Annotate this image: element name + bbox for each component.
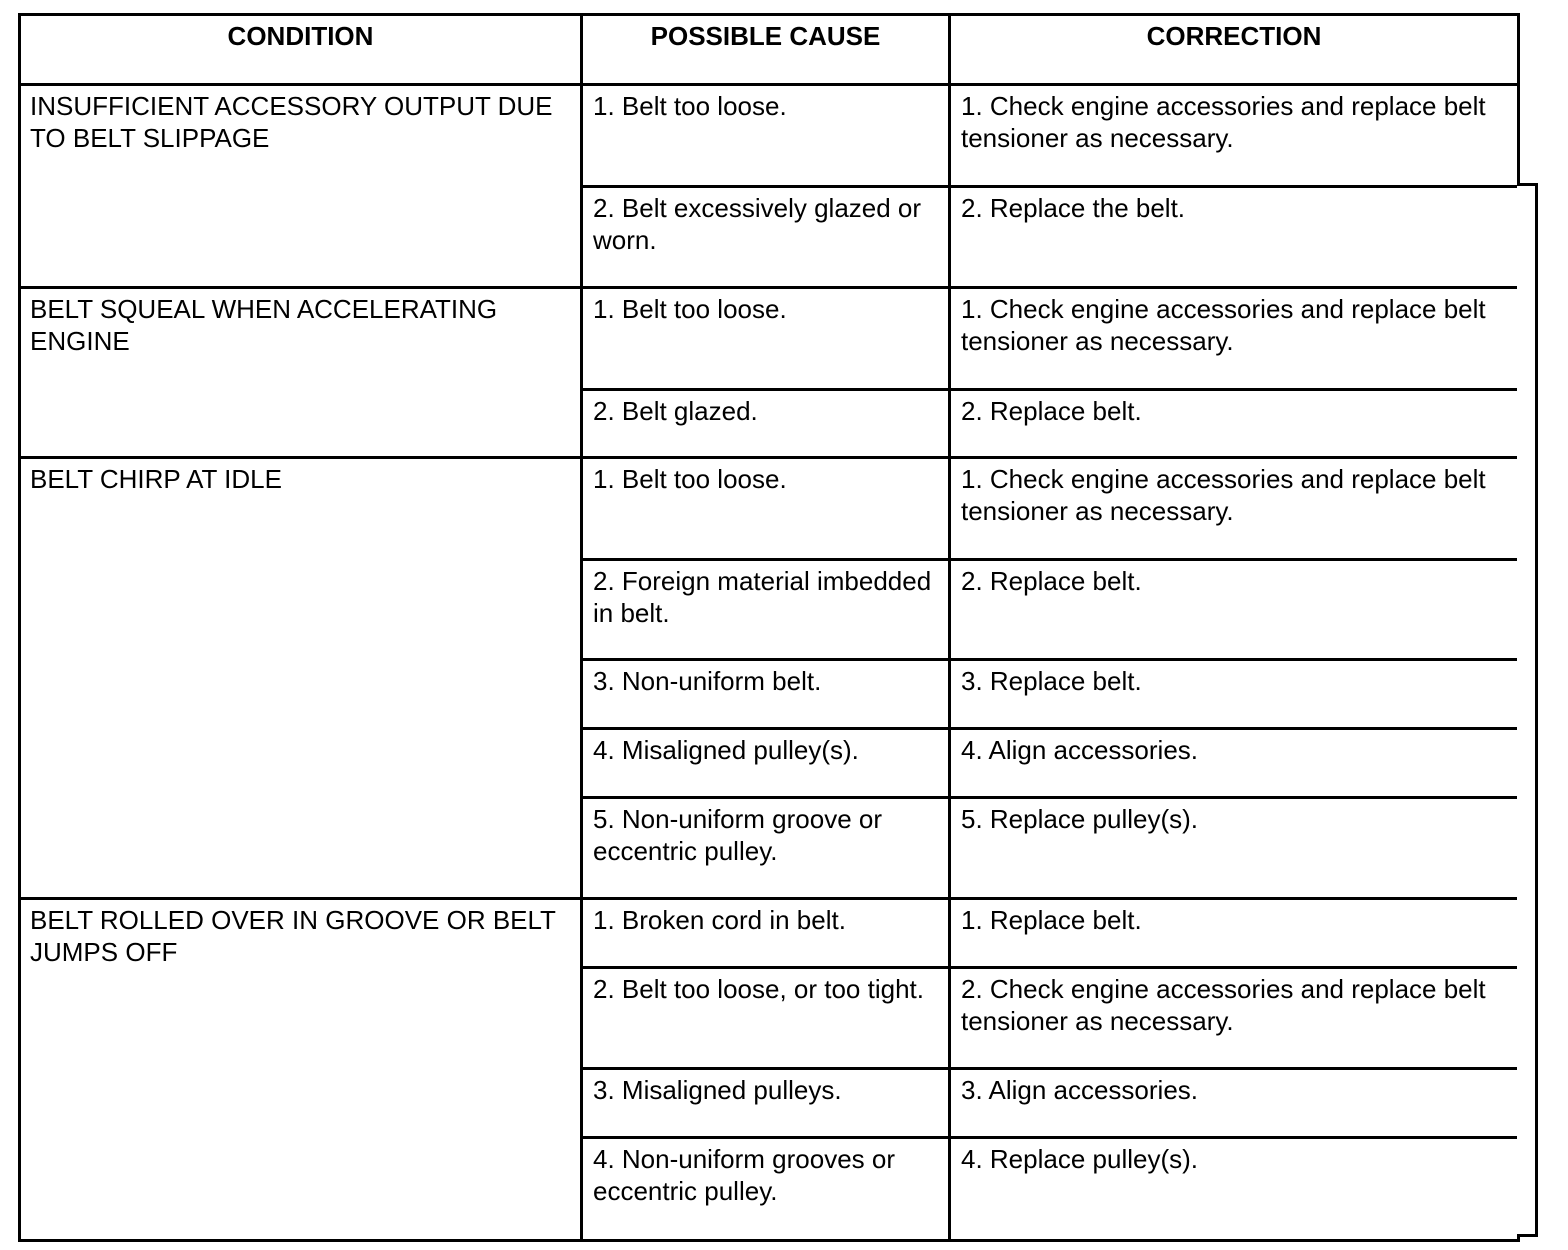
cause-cell: 5. Non-uniform groove or eccentric pulley. xyxy=(582,798,950,899)
cause-cell: 2. Belt glazed. xyxy=(582,390,950,458)
correction-header: CORRECTION xyxy=(950,15,1519,85)
correction-cell: 3. Align accessories. xyxy=(950,1069,1519,1138)
cause-cell: 3. Misaligned pulleys. xyxy=(582,1069,950,1138)
correction-cell: 2. Replace belt. xyxy=(950,560,1519,660)
correction-cell: 2. Replace belt. xyxy=(950,390,1519,458)
table-row xyxy=(20,288,1519,390)
diagnosis-table xyxy=(18,13,1520,1242)
condition-header: CONDITION xyxy=(20,15,582,85)
cause-cell: 1. Belt too loose. xyxy=(582,458,950,560)
cause-cell: 4. Non-uniform grooves or eccentric pulley. xyxy=(582,1138,950,1241)
correction-cell: 5. Replace pulley(s). xyxy=(950,798,1519,899)
table-row xyxy=(20,899,1519,968)
correction-cell: 2. Check engine accessories and replace belt tensioner as necessary. xyxy=(950,968,1519,1069)
cause-cell: 2. Belt too loose, or too tight. xyxy=(582,968,950,1069)
cause-cell: 3. Non-uniform belt. xyxy=(582,660,950,729)
correction-cell: 3. Replace belt. xyxy=(950,660,1519,729)
right-edge-strip xyxy=(1517,183,1538,1237)
cause-header: POSSIBLE CAUSE xyxy=(582,15,950,85)
condition-cell: BELT CHIRP AT IDLE xyxy=(20,458,582,899)
correction-cell: 1. Replace belt. xyxy=(950,899,1519,968)
correction-cell: 1. Check engine accessories and replace belt tensioner as necessary. xyxy=(950,288,1519,390)
table-row xyxy=(20,85,1519,187)
header-row xyxy=(20,15,1519,85)
cause-cell: 1. Belt too loose. xyxy=(582,288,950,390)
cause-cell: 2. Belt excessively glazed or worn. xyxy=(582,187,950,288)
cause-cell: 1. Belt too loose. xyxy=(582,85,950,187)
condition-cell: INSUFFICIENT ACCESSORY OUTPUT DUE TO BELT SLIPPAGE xyxy=(20,85,582,288)
correction-cell: 4. Align accessories. xyxy=(950,729,1519,798)
condition-cell: BELT SQUEAL WHEN ACCELERATING ENGINE xyxy=(20,288,582,458)
cause-cell: 4. Misaligned pulley(s). xyxy=(582,729,950,798)
correction-cell: 1. Check engine accessories and replace belt tensioner as necessary. xyxy=(950,85,1519,187)
condition-cell: BELT ROLLED OVER IN GROOVE OR BELT JUMPS OFF xyxy=(20,899,582,1241)
correction-cell: 2. Replace the belt. xyxy=(950,187,1519,288)
cause-cell: 1. Broken cord in belt. xyxy=(582,899,950,968)
correction-cell: 4. Replace pulley(s). xyxy=(950,1138,1519,1241)
table-row xyxy=(20,458,1519,560)
correction-cell: 1. Check engine accessories and replace belt tensioner as necessary. xyxy=(950,458,1519,560)
cause-cell: 2. Foreign material imbedded in belt. xyxy=(582,560,950,660)
